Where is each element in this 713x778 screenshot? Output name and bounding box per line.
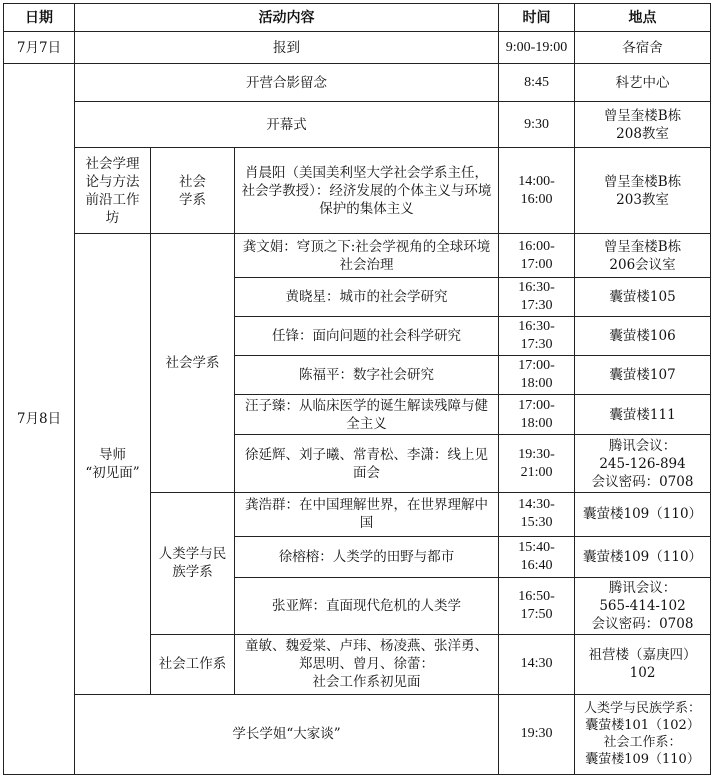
time-cell: 9:30 [499, 102, 575, 148]
content-cell: 龚文娟：穹顶之下:社会学视角的全球环境社会治理 [235, 234, 499, 278]
place-cell: 人类学与民族学系： 囊萤楼101（102） 社会工作系： 囊萤楼109（110） [575, 694, 711, 774]
table-row [4, 148, 711, 234]
workshop-dept: 社会 学系 [151, 148, 235, 234]
place-cell: 科艺中心 [575, 64, 711, 102]
header-content: 活动内容 [75, 4, 499, 32]
time-cell: 17:00-18:00 [499, 395, 575, 435]
content-cell: 张亚辉：直面现代危机的人类学 [235, 577, 499, 634]
place-cell: 囊萤楼109（110） [575, 492, 711, 536]
place-cell: 曾呈奎楼B栋 206会议室 [575, 234, 711, 278]
time-cell: 17:00-18:00 [499, 356, 575, 395]
dept-sociology: 社会学系 [151, 234, 235, 492]
dept-social-work: 社会工作系 [151, 634, 235, 694]
content-cell: 徐延辉、刘子曦、常青松、李潇：线上见面会 [235, 435, 499, 492]
time-cell: 19:30 [499, 694, 575, 774]
content-cell: 黄晓星：城市的社会学研究 [235, 278, 499, 317]
time-cell: 9:00-19:00 [499, 32, 575, 64]
content-cell: 童敏、魏爱棠、卢玮、杨凌燕、张洋勇、郑思明、曾月、徐蕾： 社会工作系初见面 [235, 634, 499, 694]
mentor-label: 导师 “初见面” [75, 234, 151, 695]
place-cell: 囊萤楼107 [575, 356, 711, 395]
time-cell: 19:30-21:00 [499, 435, 575, 492]
time-cell: 8:45 [499, 64, 575, 102]
time-cell: 16:50-17:50 [499, 577, 575, 634]
elder-talk: 学长学姐“大家谈” [75, 694, 499, 774]
content-cell: 汪子臻：从临床医学的诞生解读残障与健全主义 [235, 395, 499, 435]
time-cell: 16:00-17:00 [499, 234, 575, 278]
place-cell: 囊萤楼106 [575, 317, 711, 356]
place-cell: 曾呈奎楼B栋 208教室 [575, 102, 711, 148]
place-cell: 祖营楼（嘉庚四） 102 [575, 634, 711, 694]
schedule-table [3, 3, 711, 775]
place-cell: 囊萤楼105 [575, 278, 711, 317]
dept-anthropology: 人类学与民族学系 [151, 492, 235, 634]
content-cell: 开幕式 [75, 102, 499, 148]
content-cell: 开营合影留念 [75, 64, 499, 102]
date-cell-day1: 7月7日 [4, 32, 75, 64]
place-cell: 各宿舍 [575, 32, 711, 64]
place-cell: 囊萤楼109（110） [575, 536, 711, 577]
header-date: 日期 [4, 4, 75, 32]
content-cell: 报到 [75, 32, 499, 64]
table-row [4, 234, 711, 278]
place-cell: 曾呈奎楼B栋 203教室 [575, 148, 711, 234]
time-cell: 16:30-17:30 [499, 317, 575, 356]
header-place: 地点 [575, 4, 711, 32]
header-time: 时间 [499, 4, 575, 32]
header-row [4, 4, 711, 32]
place-cell: 腾讯会议： 245-126-894 会议密码：0708 [575, 435, 711, 492]
time-cell: 14:30-15:30 [499, 492, 575, 536]
time-cell: 16:30-17:30 [499, 278, 575, 317]
content-cell: 徐榕榕：人类学的田野与都市 [235, 536, 499, 577]
content-cell: 龚浩群：在中国理解世界，在世界理解中国 [235, 492, 499, 536]
date-cell-day2: 7月8日 [4, 64, 75, 775]
content-cell: 任锋：面向问题的社会科学研究 [235, 317, 499, 356]
place-cell: 腾讯会议： 565-414-102 会议密码：0708 [575, 577, 711, 634]
table-row [4, 64, 711, 102]
workshop-lecture: 肖晨阳（美国美利坚大学社会学系主任，社会学教授）：经济发展的个体主义与环境保护的集体主义 [235, 148, 499, 234]
table-row [4, 32, 711, 64]
time-cell: 14:30 [499, 634, 575, 694]
table-row [4, 102, 711, 148]
place-cell: 囊萤楼111 [575, 395, 711, 435]
content-cell: 陈福平：数字社会研究 [235, 356, 499, 395]
table-row [4, 694, 711, 774]
time-cell: 15:40-16:40 [499, 536, 575, 577]
time-cell: 14:00-16:00 [499, 148, 575, 234]
workshop-label: 社会学理论与方法前沿工作坊 [75, 148, 151, 234]
